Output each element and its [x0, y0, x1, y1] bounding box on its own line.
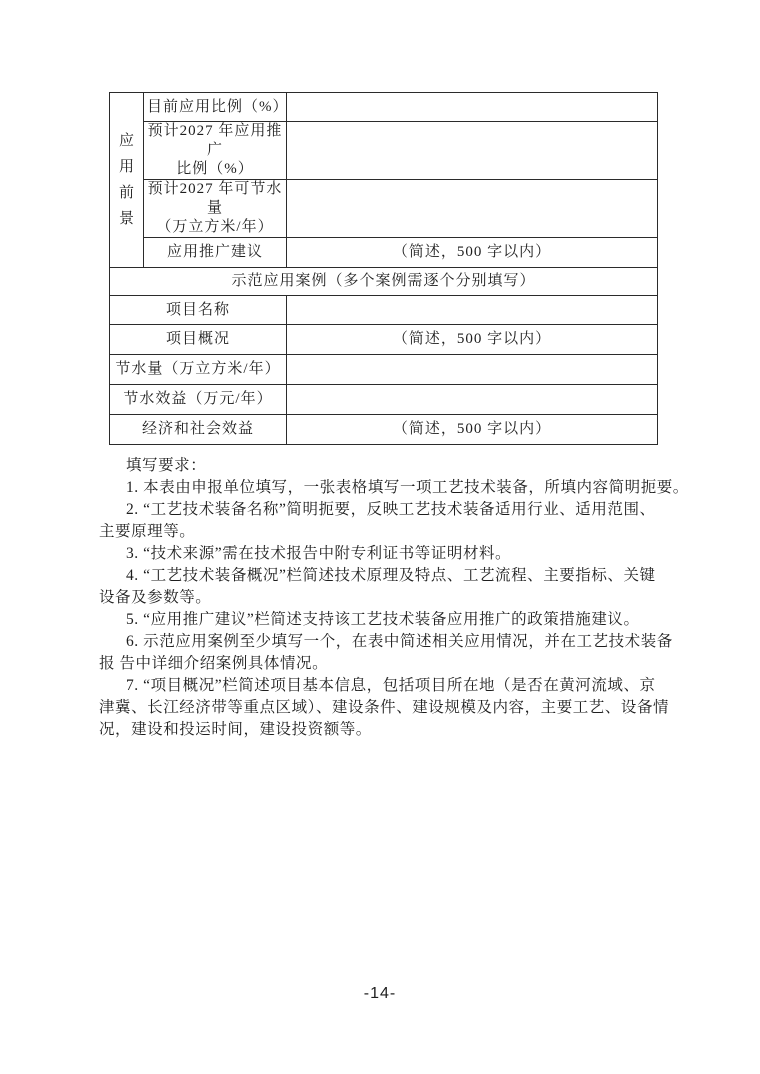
application-form-table	[109, 92, 658, 445]
notes-heading: 填写要求：	[126, 457, 207, 474]
table-row	[110, 122, 658, 180]
ratio-2027-label-line2: 比例（%）	[176, 161, 254, 177]
notes-item-7-line2: 津冀、长江经济带等重点区域）、建设条件、建设规模及内容，主要工艺、设备情	[99, 699, 670, 716]
demo-case-section-header-cell: 示范应用案例（多个案例需逐个分别填写）	[110, 268, 658, 296]
table-row	[110, 93, 658, 122]
notes-item-7-line1: 7. “项目概况”栏简述项目基本信息，包括项目所在地（是否在黄河流域、京	[126, 677, 656, 694]
notes-item-2-line2: 主要原理等。	[99, 523, 196, 540]
water-saving-2027-label-line1: 预计2027 年可节水量	[147, 181, 283, 216]
notes-item-5: 5. “应用推广建议”栏简述支持该工艺技术装备应用推广的政策措施建议。	[126, 611, 640, 628]
table-row	[110, 238, 658, 268]
ratio-2027-label-line1: 预计2027 年应用推广	[147, 123, 283, 158]
application-prospect-label: 应用前景	[118, 133, 134, 227]
fill-in-requirements	[99, 455, 689, 741]
application-prospect-group-cell	[110, 93, 144, 268]
project-name-label-cell: 项目名称	[110, 296, 287, 325]
notes-item-6-line1: 6. 示范应用案例至少填写一个，在表中简述相关应用情况，并在工艺技术装备	[126, 633, 673, 650]
water-saving-value-cell	[287, 355, 658, 385]
table-row	[110, 385, 658, 415]
notes-item-2-line1: 2. “工艺技术装备名称”简明扼要，反映工艺技术装备适用行业、适用范围、	[126, 501, 656, 518]
economic-social-benefit-value-cell: （简述，500 字以内）	[287, 415, 658, 445]
notes-item-3: 3. “技术来源”需在技术报告中附专利证书等证明材料。	[126, 545, 512, 562]
table-row	[110, 296, 658, 325]
notes-item-4-line1: 4. “工艺技术装备概况”栏简述技术原理及特点、工艺流程、主要指标、关键	[126, 567, 656, 584]
current-ratio-label-cell: 目前应用比例（%）	[144, 93, 287, 122]
table-row	[110, 268, 658, 296]
table-row	[110, 325, 658, 355]
notes-item-1: 1. 本表由申报单位填写，一张表格填写一项工艺技术装备，所填内容简明扼要。	[126, 479, 689, 496]
water-saving-label-cell: 节水量（万立方米/年）	[110, 355, 287, 385]
notes-item-7-line3: 况，建设和投运时间，建设投资额等。	[99, 721, 372, 738]
project-name-value-cell	[287, 296, 658, 325]
water-saving-benefit-label-cell: 节水效益（万元/年）	[110, 385, 287, 415]
ratio-2027-label-cell	[144, 122, 287, 180]
project-overview-value-cell: （简述，500 字以内）	[287, 325, 658, 355]
promotion-advice-label-cell: 应用推广建议	[144, 238, 287, 268]
water-saving-2027-value-cell	[287, 180, 658, 238]
ratio-2027-value-cell	[287, 122, 658, 180]
promotion-advice-value-cell: （简述，500 字以内）	[287, 238, 658, 268]
economic-social-benefit-label-cell: 经济和社会效益	[110, 415, 287, 445]
water-saving-2027-label-cell	[144, 180, 287, 238]
water-saving-2027-label-line2: （万立方米/年）	[156, 219, 274, 235]
notes-item-4-line2: 设备及参数等。	[99, 589, 212, 606]
current-ratio-value-cell	[287, 93, 658, 122]
water-saving-benefit-value-cell	[287, 385, 658, 415]
page-number: -14-	[363, 985, 397, 1002]
table-row	[110, 415, 658, 445]
project-overview-label-cell: 项目概况	[110, 325, 287, 355]
table-row	[110, 355, 658, 385]
table-row	[110, 180, 658, 238]
notes-item-6-line2: 报 告中详细介绍案例具体情况。	[99, 655, 329, 672]
